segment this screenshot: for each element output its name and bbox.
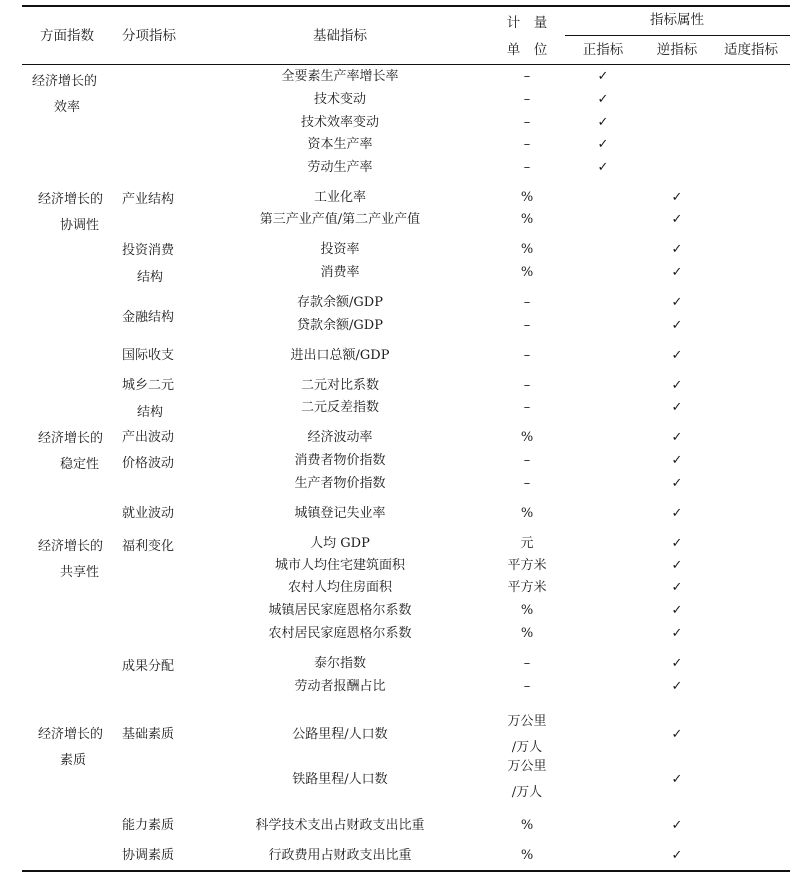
sub-indicator: 基础素质 xyxy=(122,727,175,742)
sub-indicator-line2: 结构 xyxy=(137,405,164,420)
unit-value: – xyxy=(523,318,531,333)
unit-value: – xyxy=(523,656,531,671)
basic-indicator: 消费者物价指数 xyxy=(294,453,386,468)
unit-value-line2: /万人 xyxy=(511,740,543,755)
attribute-check: ✓ xyxy=(671,190,683,205)
unit-value: % xyxy=(520,848,534,863)
aspect-name: 经济增长的 xyxy=(38,192,104,207)
attribute-check: ✓ xyxy=(671,242,683,257)
bottom-rule xyxy=(22,870,790,872)
unit-value-line2: /万人 xyxy=(511,785,543,800)
basic-indicator: 城市人均住宅建筑面积 xyxy=(274,558,406,573)
basic-indicator: 劳动生产率 xyxy=(307,160,373,175)
attribute-check: ✓ xyxy=(671,506,683,521)
header-unit-line2: 单 位 xyxy=(506,42,548,58)
unit-value: – xyxy=(523,115,531,130)
basic-indicator: 劳动者报酬占比 xyxy=(294,679,386,694)
unit-value: – xyxy=(523,378,531,393)
unit-value: – xyxy=(523,295,531,310)
attribute-check: ✓ xyxy=(671,212,683,227)
sub-indicator: 金融结构 xyxy=(122,310,175,325)
attribute-check: ✓ xyxy=(671,626,683,641)
unit-value: % xyxy=(520,506,534,521)
header-bottom-rule xyxy=(22,64,790,65)
basic-indicator: 全要素生产率增长率 xyxy=(281,69,399,84)
sub-indicator: 国际收支 xyxy=(122,348,175,363)
unit-value: 万公里 xyxy=(507,759,547,774)
header-unit-line1: 计 量 xyxy=(506,15,548,31)
unit-value: – xyxy=(523,92,531,107)
aspect-name-line2: 稳定性 xyxy=(60,457,100,472)
unit-value: % xyxy=(520,626,534,641)
attribute-check: ✓ xyxy=(671,476,683,491)
basic-indicator: 投资率 xyxy=(320,242,360,257)
unit-value: – xyxy=(523,160,531,175)
attribute-check: ✓ xyxy=(671,558,683,573)
sub-indicator: 产业结构 xyxy=(122,192,175,207)
attribute-check: ✓ xyxy=(671,453,683,468)
basic-indicator: 城镇居民家庭恩格尔系数 xyxy=(268,603,412,618)
basic-indicator: 泰尔指数 xyxy=(313,656,367,671)
basic-indicator: 行政费用占财政支出比重 xyxy=(268,848,412,863)
sub-indicator: 协调素质 xyxy=(122,848,175,863)
attribute-check: ✓ xyxy=(671,400,683,415)
aspect-name: 经济增长的 xyxy=(32,74,98,89)
header-basic: 基础指标 xyxy=(313,28,367,44)
attribute-check: ✓ xyxy=(597,92,609,107)
unit-value: % xyxy=(520,212,534,227)
attribute-check: ✓ xyxy=(671,772,683,787)
unit-value: % xyxy=(520,818,534,833)
attribute-check: ✓ xyxy=(671,727,683,742)
unit-value: – xyxy=(523,453,531,468)
header-attr: 指标属性 xyxy=(650,12,704,28)
header-aspect: 方面指数 xyxy=(40,28,94,44)
attribute-check: ✓ xyxy=(671,378,683,393)
sub-indicator-line2: 结构 xyxy=(137,270,164,285)
sub-indicator: 投资消费 xyxy=(122,243,175,258)
attribute-check: ✓ xyxy=(671,656,683,671)
attribute-check: ✓ xyxy=(597,115,609,130)
basic-indicator: 二元对比系数 xyxy=(300,378,380,393)
unit-value: % xyxy=(520,430,534,445)
basic-indicator: 铁路里程/人口数 xyxy=(292,772,388,787)
attribute-check: ✓ xyxy=(597,137,609,152)
basic-indicator: 农村人均住房面积 xyxy=(287,580,393,595)
unit-value: 元 xyxy=(520,536,534,551)
header-attr-negative: 逆指标 xyxy=(656,42,698,58)
unit-value: % xyxy=(520,265,534,280)
unit-value: – xyxy=(523,69,531,84)
unit-value: – xyxy=(523,348,531,363)
attribute-check: ✓ xyxy=(671,536,683,551)
unit-value: – xyxy=(523,679,531,694)
attr-header-rule xyxy=(565,35,790,36)
aspect-name-line2: 素质 xyxy=(60,753,87,768)
attribute-check: ✓ xyxy=(671,348,683,363)
sub-indicator: 产出波动 xyxy=(122,430,175,445)
sub-indicator: 福利变化 xyxy=(122,539,175,554)
basic-indicator: 贷款余额/GDP xyxy=(297,318,383,333)
basic-indicator: 技术变动 xyxy=(313,92,367,107)
unit-value: % xyxy=(520,603,534,618)
attribute-check: ✓ xyxy=(671,818,683,833)
attribute-check: ✓ xyxy=(671,848,683,863)
attribute-check: ✓ xyxy=(597,160,609,175)
basic-indicator: 第三产业产值/第二产业产值 xyxy=(259,212,421,227)
unit-value: – xyxy=(523,476,531,491)
header-sub: 分项指标 xyxy=(122,28,176,44)
basic-indicator: 经济波动率 xyxy=(307,430,373,445)
attribute-check: ✓ xyxy=(671,318,683,333)
basic-indicator: 生产者物价指数 xyxy=(294,476,386,491)
header-attr-positive: 正指标 xyxy=(582,42,624,58)
basic-indicator: 进出口总额/GDP xyxy=(290,348,390,363)
unit-value: 平方米 xyxy=(507,580,547,595)
basic-indicator: 科学技术支出占财政支出比重 xyxy=(255,818,425,833)
aspect-name-line2: 效率 xyxy=(54,100,81,115)
basic-indicator: 存款余额/GDP xyxy=(297,295,383,310)
basic-indicator: 人均 GDP xyxy=(310,536,370,551)
unit-value: – xyxy=(523,137,531,152)
unit-value: 万公里 xyxy=(507,714,547,729)
basic-indicator: 农村居民家庭恩格尔系数 xyxy=(268,626,412,641)
basic-indicator: 二元反差指数 xyxy=(300,400,380,415)
attribute-check: ✓ xyxy=(671,603,683,618)
basic-indicator: 城镇登记失业率 xyxy=(294,506,386,521)
aspect-name: 经济增长的 xyxy=(38,539,104,554)
attribute-check: ✓ xyxy=(671,295,683,310)
aspect-name-line2: 共享性 xyxy=(60,565,100,580)
unit-value: – xyxy=(523,400,531,415)
basic-indicator: 公路里程/人口数 xyxy=(292,727,388,742)
header-attr-moderate: 适度指标 xyxy=(724,42,778,58)
basic-indicator: 技术效率变动 xyxy=(300,115,380,130)
aspect-name-line2: 协调性 xyxy=(60,218,100,233)
attribute-check: ✓ xyxy=(671,679,683,694)
sub-indicator: 城乡二元 xyxy=(122,378,175,393)
sub-indicator: 价格波动 xyxy=(122,456,175,471)
unit-value: % xyxy=(520,242,534,257)
attribute-check: ✓ xyxy=(597,69,609,84)
sub-indicator: 能力素质 xyxy=(122,818,175,833)
sub-indicator: 成果分配 xyxy=(122,659,175,674)
aspect-name: 经济增长的 xyxy=(38,727,104,742)
attribute-check: ✓ xyxy=(671,265,683,280)
basic-indicator: 消费率 xyxy=(320,265,360,280)
attribute-check: ✓ xyxy=(671,580,683,595)
basic-indicator: 资本生产率 xyxy=(307,137,373,152)
sub-indicator: 就业波动 xyxy=(122,506,175,521)
unit-value: % xyxy=(520,190,534,205)
aspect-name: 经济增长的 xyxy=(38,431,104,446)
unit-value: 平方米 xyxy=(507,558,547,573)
basic-indicator: 工业化率 xyxy=(313,190,367,205)
top-rule xyxy=(22,5,790,7)
attribute-check: ✓ xyxy=(671,430,683,445)
